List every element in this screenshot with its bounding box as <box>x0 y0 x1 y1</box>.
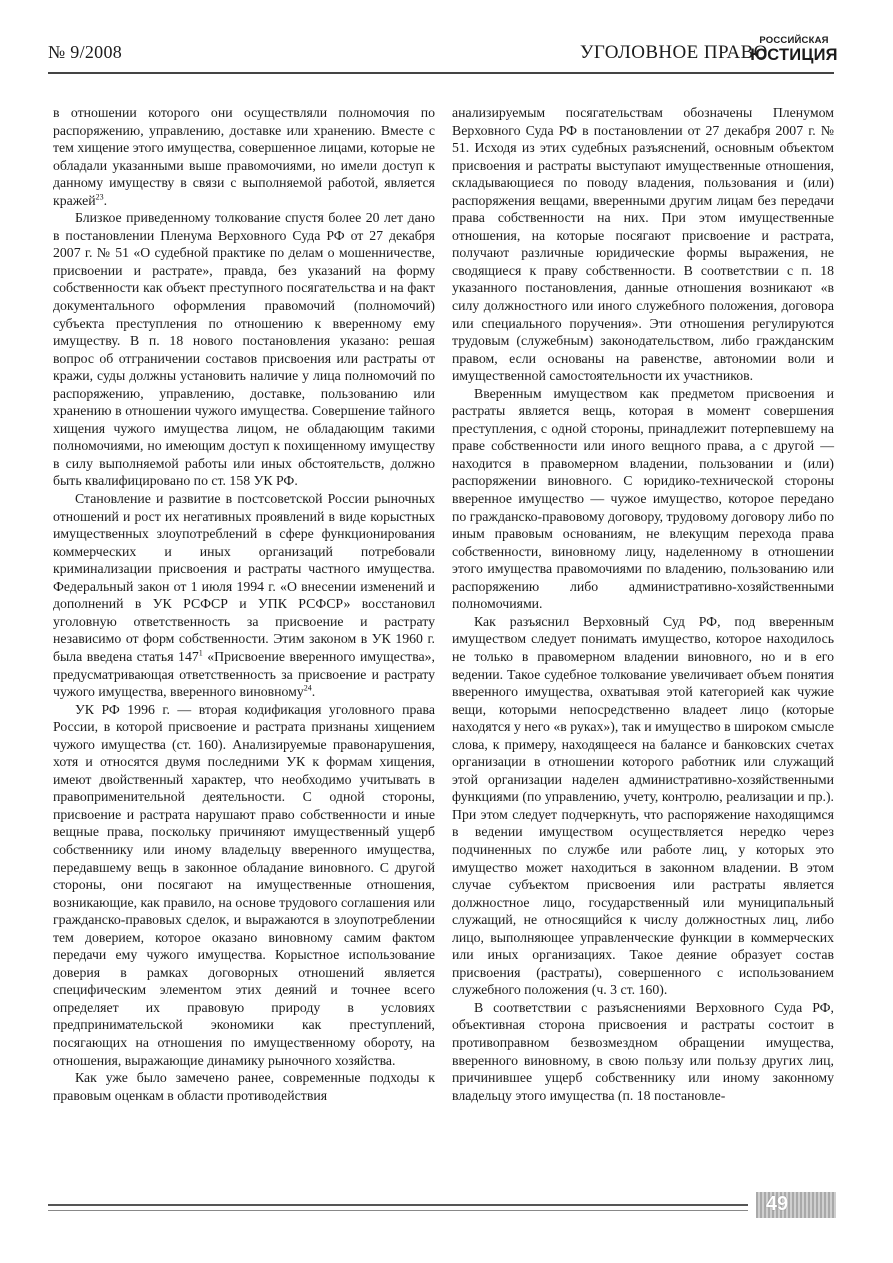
header-divider <box>48 72 834 74</box>
paragraph: УК РФ 1996 г. — вторая кодификация уголовного права России, в которой присвоение и растрата признаны хищением чужого имущества (ст. 160). Анализируемые правонарушения, хотя и относятся двумя последними УК к формам хищения, имеют двойственный характер, что необходимо учитывать в правоприменительной деятельности. С одной стороны, присвоение и растрата нарушают право собственности и иные вещные права, поскольку причиняют имущественный ущерб собственнику или иному владельцу вверенного имущества, передавшему вещь в законное обладание виновного. С другой стороны, они посягают на имущественные отношения, возникающие, как правило, на основе трудового соглашения или гражданско-правовых сделок, и выражаются в злоупотреблении тем доверием, которое оказано виновному самим фактом передачи ему чужого имущества. Корыстное использование доверия в рамках договорных отношений является специфическим элементом этих деяний и точнее всего определяет их правовую природу в условиях предпринимательской экономики как преступлений, посягающих на отношения по имущественному обороту, на отношения, выражающие динамику рыночного хозяйства. <box>53 701 435 1068</box>
paragraph: Вверенным имуществом как предметом присвоения и растраты является вещь, которая в момент совершения преступления, с одной стороны, принадлежит потерпевшему на праве собственности или иного вещного права, а с другой — находится в правомерном владении, пользовании и (или) распоряжении виновного. С юридико-технической стороны вверенное имущество — чужое имущество, которое передано по гражданско-правовому договору, трудовому договору либо по иным правовым основаниям, не влекущим перехода права собственности, виновному лицу, наделенному в отношении этого имущества правомочиями по владению, пользованию или распоряжению либо административно-хозяйственными полномочиями. <box>452 385 834 612</box>
article-superscript: 1 <box>198 648 203 658</box>
paragraph: Как разъяснил Верховный Суд РФ, под вверенным имуществом следует понимать имущество, которое находилось не только в правомерном владении виновного, но и в его ведении. Такое судебное толкование увеличивает объем понятия вверенного имущества, охватывая этой категорией как чужие вещи, которыми непосредственно владеет лицо (которые находятся у него «в руках»), так и имущество в широком смысле слова, к примеру, находящееся на балансе и банковских счетах организации в отношении которого работник или служащий этой организации наделен административно-хозяйственными функциями (по управлению, учету, контролю, реализации и пр.). При этом следует подчеркнуть, что распоряжение находящимся в ведении имуществом осуществляется нередко через подчиненных по службе или работе лиц, у которых это имущество может находиться в законном владении. В этом случае субъектом присвоения или растраты является должностное лицо, государственный или муниципальный служащий, не относящийся к числу должностных лиц, либо лицо, выполняющее управленческие функции в коммерческих или иных организациях. Такое деяние образует состав присвоения (растраты), совершенного с использованием служебного положения (ч. 3 ст. 160). <box>452 613 834 998</box>
page-number: 49 <box>765 1193 789 1215</box>
paragraph: в отношении которого они осуществляли полномочия по распоряжению, управлению, доставке или хранению. Вместе с тем хищение этого имущества, совершенное лицами, которые не обладали указанными выше правомочиями, но имели доступ к данному имуществу в связи с выполняемой работой, является кражей$^{23}$. <box>53 105 435 208</box>
footer-divider-thin <box>48 1210 748 1211</box>
logo-main-word: ЮСТИЦИЯ <box>750 46 838 64</box>
journal-logo <box>746 35 842 68</box>
footnote-ref: 24 <box>303 683 312 693</box>
paragraph: Как уже было замечено ранее, современные подходы к правовым оценкам в области противодействия <box>53 1070 435 1103</box>
section-title: УГОЛОВНОЕ ПРАВО <box>580 42 768 63</box>
paragraph: Близкое приведенному толкование спустя более 20 лет дано в постановлении Пленума Верховного Суда РФ от 27 декабря 2007 г. № 51 «О судебной практике по делам о мошенничестве, присвоении и растрате», правда, без указаний на форму собственности как объект преступного посягательства и на факт документального оформления правомочий (полномочий) субъекта преступления по отношению к вверенному ему имуществу. В п. 18 нового постановления указано: решая вопрос об отграничении составов присвоения или растраты от кражи, суды должны установить наличие у лица полномочий по распоряжению, управлению, доставке, пользованию или хранению в отношении чужого имущества. Совершение тайного хищения чужого имущества лицом, не обладающим такими полномочиями, но имеющим доступ к похищенному имуществу в силу выполняемой работы или иных обстоятельств, должно быть квалифицировано по ст. 158 УК РФ. <box>53 210 435 489</box>
paragraph: анализируемым посягательствам обозначены Пленумом Верховного Суда РФ в постановлении от 27 декабря 2007 г. № 51. Исходя из этих судебных разъяснений, основным объектом присвоения и растраты выступают имущественные отношения, складывающиеся по поводу владения, пользования и (или) распоряжения вещами, вверенными другим лицам без передачи права собственности на них. При этом имущественные отношения, на которые посягают присвоение и растрата, получают различные юридические формы выражения, не сводящиеся к праву собственности. В соответствии с п. 18 указанного постановления, данные отношения возникают «в силу должностного или иного служебного положения, договора или специального поручения». Эти отношения регулируются трудовым (служебным) законодательством, либо гражданским правом, если основаны на равенстве, автономии воли и имущественной самостоятельности их участников. <box>452 105 834 384</box>
left-column <box>53 104 435 1104</box>
footer-divider <box>48 1204 748 1206</box>
paragraph: В соответствии с разъяснениями Верховного Суда РФ, объективная сторона присвоения и растраты состоит в противоправном безвозмездном обращении имущества, вверенного виновному, в свою пользу или пользу других лиц, причинившее ущерб собственнику или иному законному владельцу этого имущества (п. 18 постановле- <box>452 999 834 1103</box>
right-column <box>452 104 834 1104</box>
paragraph: Становление и развитие в постсоветской России рыночных отношений и рост их негативных проявлений в виде корыстных имущественных злоупотреблений в сфере функционирования коммерческих и иных организаций потребовали криминализации присвоения и растраты частного имущества. Федеральный закон от 1 июля 1994 г. «О внесении изменений и дополнений в УК РСФСР и УПК РСФСР» восстановил уголовную ответственность за присвоение и растрату независимо от форм собственности. Этим законом в УК 1960 г. была введена статья $147^1$ «Присвоение вверенного имущества», предусматривающая ответственность за присвоение и растрату чужого имущества, вверенного виновному$^{24}$. <box>53 491 436 700</box>
page-number-box <box>756 1192 836 1218</box>
issue-number: № 9/2008 <box>48 42 123 62</box>
page-header <box>48 35 838 68</box>
logo-top-word: РОССИЙСКАЯ <box>759 35 829 46</box>
footnote-ref: 23 <box>95 192 104 202</box>
